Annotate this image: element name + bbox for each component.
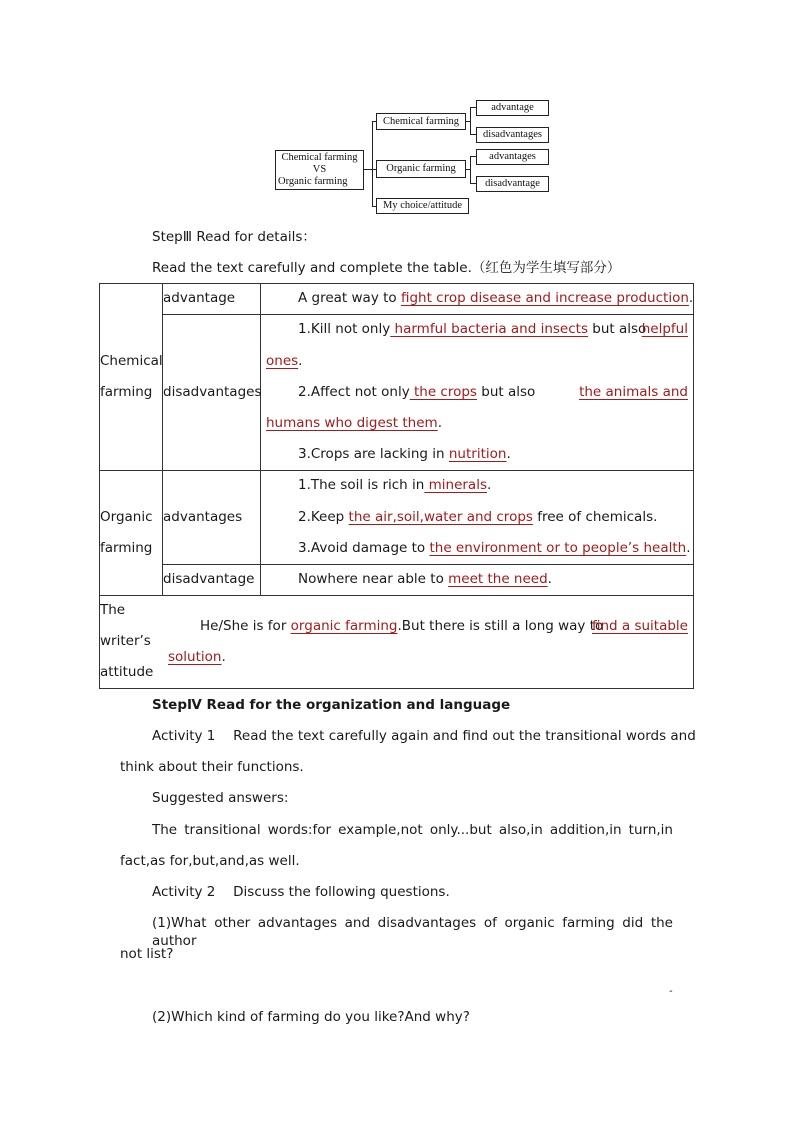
diagram-choice-label: My choice/attitude [382, 200, 463, 211]
row2b-answer2a: the animals and [579, 384, 688, 400]
row5-suffix: . [221, 649, 226, 665]
row1-content [298, 290, 693, 306]
row2b-mid: but also [476, 384, 536, 400]
question1-line2: not list? [120, 946, 174, 962]
row5-answer1: organic farming [290, 618, 398, 634]
row3b-answer: the air,soil,water and crops [348, 509, 533, 525]
suggested-answers: Suggested answers: [152, 790, 289, 806]
step3-instruction: Read the text carefully and complete the table.（红色为学生填写部分） [152, 260, 621, 276]
row2b-prefix: 2.Affect not only [298, 384, 410, 400]
row2a-mid: but also [587, 321, 647, 337]
row-label-writer-2: writer’s [100, 633, 151, 649]
activity1-line1: Activity 1 Read the text carefully again and find out the transitional words and [152, 728, 696, 744]
row3c-line [298, 540, 691, 556]
diagram-chemical-box [376, 113, 466, 130]
row2c-answer: nutrition [448, 446, 507, 462]
row2a-answer2a: helpful [641, 321, 688, 337]
row-label-writer-1: The [100, 602, 126, 618]
row5-mid: .But there is still a long way to [397, 618, 604, 634]
row2a-line1 [298, 321, 688, 337]
row4-prefix: Nowhere near able to [298, 571, 449, 587]
row2b-answer2b: humans who digest them [266, 415, 438, 431]
activity2: Activity 2 Discuss the following questions. [152, 884, 450, 900]
row5-line2 [168, 649, 226, 665]
row3a-prefix: 1.The soil is rich in [298, 477, 425, 493]
diagram-root-box [275, 150, 364, 190]
row3c-prefix: 3.Avoid damage to [298, 540, 430, 556]
row4-line [298, 571, 552, 587]
diagram-org-disadvantage: disadvantage [485, 178, 540, 189]
diagram-root-line1: Chemical farming [281, 152, 358, 163]
diagram-org-disadvantage-box [476, 176, 549, 192]
step4-title: StepⅣ Read for the organization and language [152, 697, 511, 713]
row5-line1 [200, 618, 688, 634]
row-label-organic-2: farming [100, 540, 153, 556]
row-label-chemical-2: farming [100, 384, 153, 400]
row1-prefix: A great way to [298, 290, 401, 306]
row2a-prefix: 1.Kill not only [298, 321, 391, 337]
row1-suffix: . [688, 290, 694, 306]
sub-label-advantages: advantages [163, 509, 243, 525]
row3c-answer: the environment or to people’s health [429, 540, 687, 556]
diagram-choice-box [376, 198, 469, 214]
diagram-chem-disadvantages: disadvantages [483, 129, 542, 140]
diagram-chem-disadvantages-box [476, 127, 549, 143]
diagram-root-line3: Organic farming [278, 176, 348, 187]
row3a-answer: minerals [424, 477, 487, 493]
diagram-root-line2: VS [312, 164, 327, 175]
row2b-answer1: the crops [409, 384, 477, 400]
row3a-suffix: . [487, 477, 492, 493]
row4-suffix: . [547, 571, 552, 587]
row2c-prefix: 3.Crops are lacking in [298, 446, 449, 462]
row3b-line [298, 509, 657, 525]
diagram-org-advantages: advantages [489, 151, 536, 162]
question2: (2)Which kind of farming do you like?And why? [152, 1009, 470, 1025]
diagram-organic-box [376, 160, 466, 178]
row3c-suffix: . [686, 540, 691, 556]
step3-title: StepⅢ Read for details： [152, 229, 316, 245]
row4-answer: meet the need [448, 571, 548, 587]
row2b-line1 [298, 384, 688, 400]
sub-label-disadvantages: disadvantages [163, 384, 262, 400]
row-label-chemical-1: Chemical [100, 353, 163, 369]
diagram-chem-advantage-box [476, 100, 549, 116]
row5-answer2b: solution [168, 649, 222, 665]
row2a-line2 [266, 353, 302, 369]
diagram-chem-advantage: advantage [491, 102, 534, 113]
row2b-suffix: . [437, 415, 442, 431]
question1-line1: (1)What other advantages and disadvantages of organic farming did the author [152, 915, 673, 949]
row2b-line2 [266, 415, 442, 431]
diagram-organic-label: Organic farming [386, 163, 456, 174]
row5-prefix: He/She is for [200, 618, 291, 634]
activity1-line2: think about their functions. [120, 759, 304, 775]
row2a-answer1: harmful bacteria and insects [390, 321, 588, 337]
stray-dash: - [669, 986, 673, 997]
row2c-line [298, 446, 511, 462]
row-label-writer-3: attitude [100, 664, 154, 680]
transitional-line1: The transitional words:for example,not only...but also,in addition,in turn,in [152, 822, 673, 838]
row1-answer: fight crop disease and increase production [400, 290, 689, 306]
transitional-line2: fact,as for,but,and,as well. [120, 853, 300, 869]
row2a-answer2b: ones [266, 353, 299, 369]
row-label-organic-1: Organic [100, 509, 153, 525]
row3b-prefix: 2.Keep [298, 509, 349, 525]
diagram-chemical-label: Chemical farming [382, 116, 460, 127]
sub-label-disadvantage: disadvantage [163, 571, 255, 587]
diagram-org-advantages-box [476, 149, 549, 165]
row2c-suffix: . [506, 446, 511, 462]
sub-label-advantage: advantage [163, 290, 236, 306]
row2a-suffix: . [298, 353, 303, 369]
details-table [99, 283, 694, 689]
row3b-suffix: free of chemicals. [532, 509, 658, 525]
row5-answer2a: find a suitable [591, 618, 688, 634]
row3a-line [298, 477, 491, 493]
